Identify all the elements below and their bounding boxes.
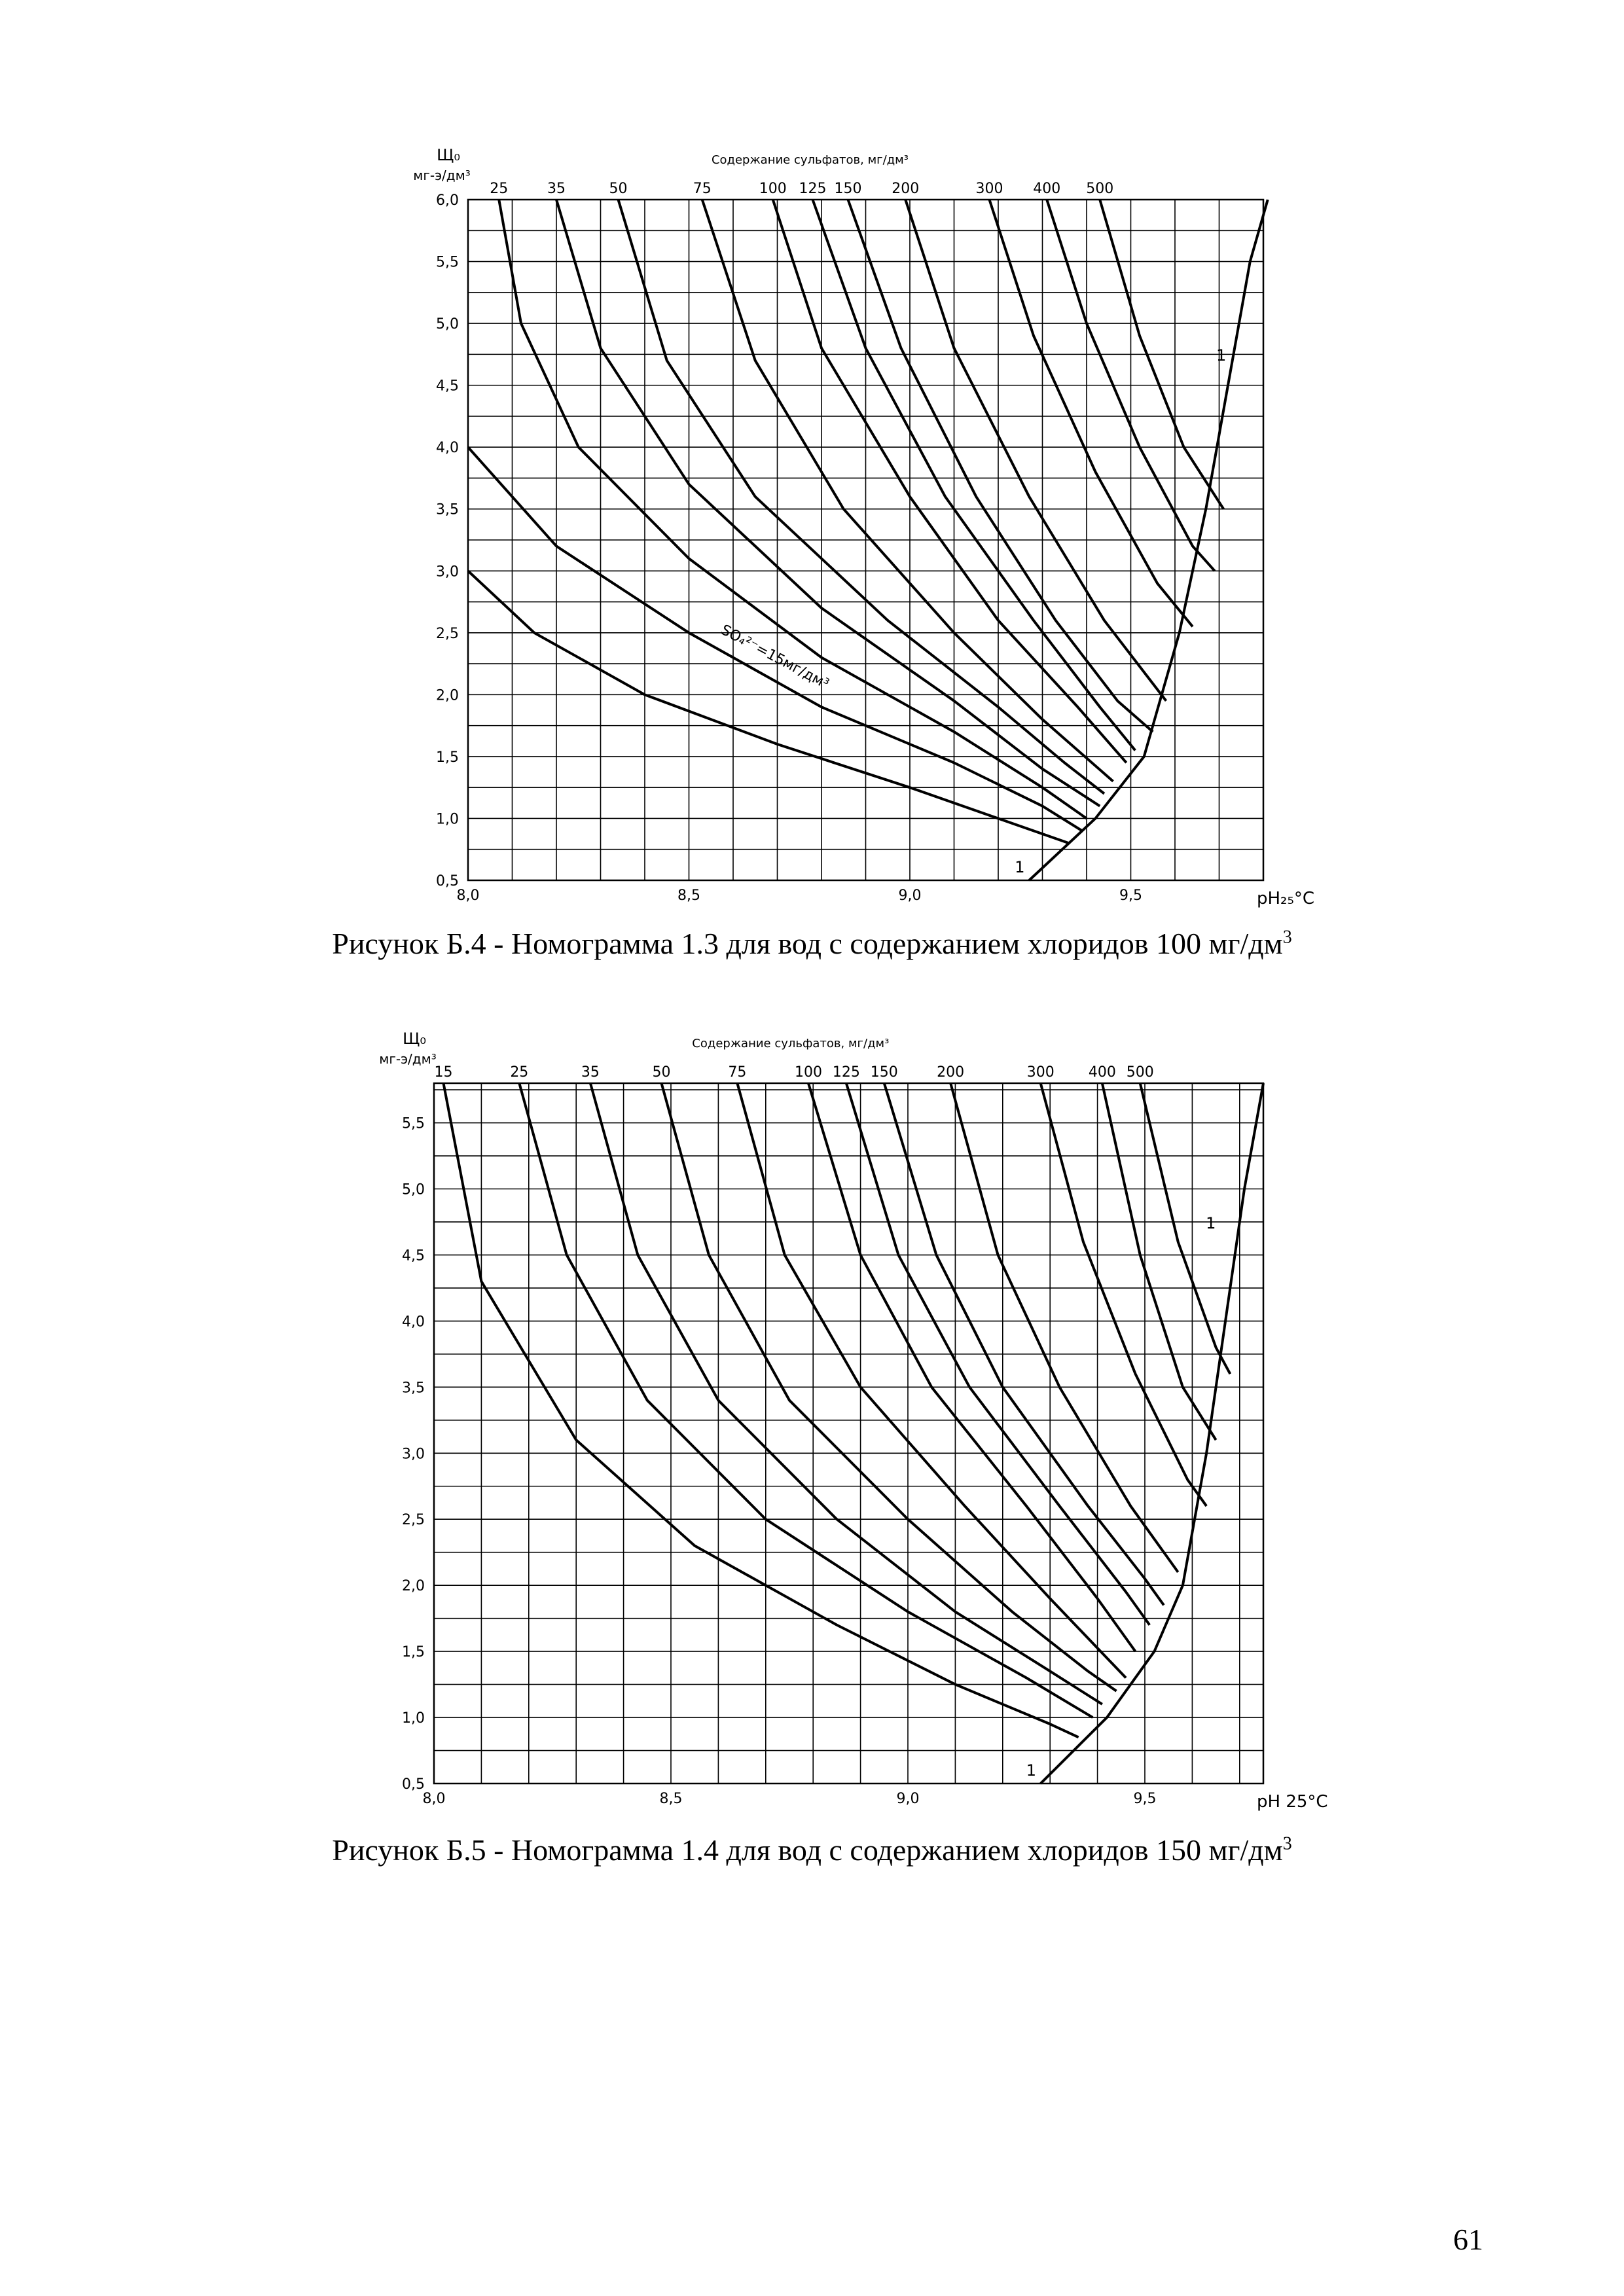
sulfate-curve-1 [468,447,1082,831]
sulfate-curve-0 [443,1083,1078,1737]
y-tick-label: 1,5 [402,1644,425,1661]
sulfate-top-label: 75 [728,1064,747,1081]
y-tick-label: 5,5 [436,254,459,271]
sulfate-curve-10 [1102,1083,1216,1440]
sulfate-top-label: 15 [434,1064,453,1081]
sulfate-top-label: 500 [1126,1064,1154,1081]
y-tick-label: 1,0 [402,1710,425,1727]
y-tick-label: 2,5 [436,625,459,642]
y-tick-label: 4,5 [436,378,459,395]
y-tick-label: 0,5 [402,1776,425,1793]
page-number: 61 [1453,2223,1483,2256]
y-tick-label: 2,0 [402,1578,425,1595]
sulfate-top-label: 300 [1026,1064,1055,1081]
y-tick-label: 4,0 [402,1314,425,1331]
caption-b5-text: Рисунок Б.5 - Номограмма 1.4 для вод с содержанием хлоридов 150 мг/дм [332,1833,1283,1867]
x-tick-label: 9,0 [896,1791,920,1807]
sulfate-curve-4 [737,1083,1126,1677]
y-tick-label: 3,0 [436,564,459,581]
nomogram-1-3-figure [0,118,1624,929]
boundary-label-top: 1 [1216,346,1227,365]
sulfate-annotation: SO₄²⁻=15мг/дм³ [717,622,832,693]
sulfate-top-label: 35 [581,1064,600,1081]
sulfate-top-label: 200 [937,1064,965,1081]
sulfate-top-label: 400 [1088,1064,1116,1081]
sulfate-top-label: 400 [1033,181,1061,197]
y-axis-label-line1: Щ₀ [437,146,460,164]
sulfate-curve-9 [905,200,1166,701]
sulfate-curve-5 [808,1083,1136,1651]
y-tick-label: 3,5 [436,501,459,518]
sulfate-top-label: 150 [870,1064,898,1081]
sulfate-top-label: 150 [834,181,862,197]
y-tick-label: 4,5 [402,1247,425,1265]
nomogram-1-4-figure [0,998,1624,1829]
x-tick-label: 8,5 [659,1791,683,1807]
nomogram-1-3-chart [0,118,1624,929]
sulfate-curve-8 [950,1083,1178,1572]
sulfate-top-label: 35 [547,181,566,197]
chart-title: Содержание сульфатов, мг/дм³ [711,153,909,167]
y-axis-label-line2: мг-э/дм³ [413,168,471,183]
sulfate-top-label: 50 [652,1064,671,1081]
y-tick-label: 0,5 [436,873,459,889]
y-tick-label: 3,5 [402,1380,425,1397]
sulfate-top-label: 75 [693,181,712,197]
sulfate-curve-9 [1041,1083,1206,1506]
y-tick-label: 3,0 [402,1446,425,1463]
x-tick-label: 9,5 [1119,888,1142,904]
sulfate-curve-8 [848,200,1153,732]
x-axis-label: pH₂₅°C [1257,889,1315,908]
y-tick-label: 1,5 [436,749,459,766]
boundary-label-bottom: 1 [1026,1761,1037,1780]
y-tick-label: 2,0 [436,687,459,704]
x-tick-label: 9,5 [1133,1791,1157,1807]
y-tick-label: 5,0 [436,316,459,333]
figure-caption-b4 [0,926,1624,961]
sulfate-top-label: 300 [975,181,1003,197]
boundary-label-bottom: 1 [1015,858,1025,876]
figure-caption-b5 [0,1833,1624,1867]
x-tick-label: 9,0 [898,888,922,904]
chart-title: Содержание сульфатов, мг/дм³ [692,1037,890,1050]
sulfate-curve-2 [590,1083,1102,1704]
y-tick-label: 5,5 [402,1115,425,1132]
y-tick-label: 1,0 [436,811,459,828]
sulfate-curve-0 [468,571,1069,843]
nomogram-1-4-chart [0,998,1624,1829]
sulfate-curve-7 [884,1083,1164,1605]
sulfate-top-label: 125 [799,181,827,197]
y-tick-label: 2,5 [402,1512,425,1529]
y-axis-label-line1: Щ₀ [403,1030,426,1048]
plot-frame [434,1083,1263,1784]
x-tick-label: 8,0 [422,1791,446,1807]
caption-b4-sup: 3 [1282,927,1292,948]
y-tick-label: 4,0 [436,440,459,457]
x-tick-label: 8,0 [456,888,480,904]
sulfate-top-label: 100 [794,1064,822,1081]
sulfate-top-label: 100 [759,181,787,197]
sulfate-curve-4 [619,200,1105,794]
sulfate-top-label: 125 [832,1064,860,1081]
sulfate-top-label: 50 [609,181,628,197]
boundary-curve-1 [1041,1083,1263,1784]
x-tick-label: 8,5 [677,888,700,904]
y-axis-label-line2: мг-э/дм³ [379,1051,437,1067]
y-tick-label: 6,0 [436,192,459,209]
x-axis-label: pH 25°C [1257,1792,1328,1812]
sulfate-top-label: 200 [892,181,920,197]
sulfate-top-label: 25 [490,181,509,197]
caption-b4-text: Рисунок Б.4 - Номограмма 1.3 для вод с содержанием хлоридов 100 мг/дм [332,927,1283,960]
sulfate-top-label: 25 [510,1064,529,1081]
sulfate-top-label: 500 [1086,181,1114,197]
caption-b5-sup: 3 [1282,1833,1292,1854]
y-tick-label: 5,0 [402,1181,425,1198]
sulfate-curve-1 [519,1083,1092,1717]
sulfate-curve-11 [1140,1083,1231,1374]
boundary-label-top: 1 [1206,1214,1216,1233]
